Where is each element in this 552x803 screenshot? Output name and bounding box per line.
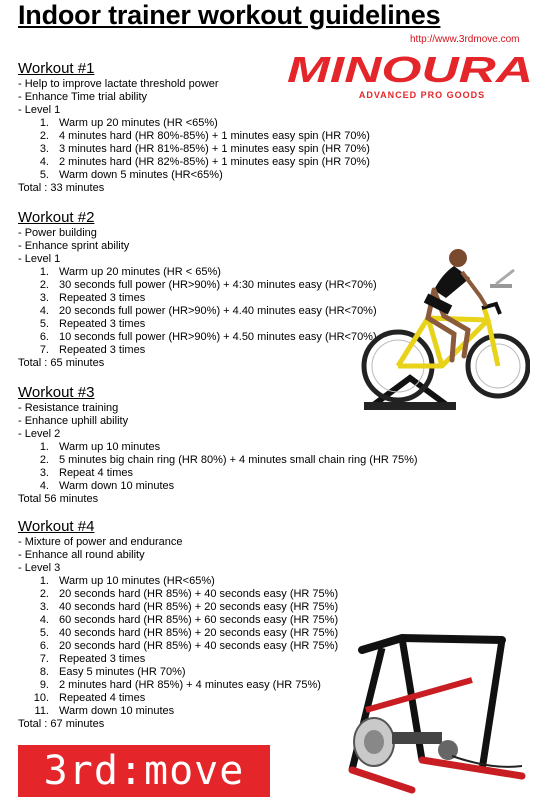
step-text: 40 seconds hard (HR 85%) + 20 seconds easy (HR 75%) bbox=[59, 601, 339, 613]
step-number: 1. bbox=[39, 117, 49, 129]
workout-level: - Level 2 bbox=[18, 428, 61, 440]
step-text: 10 seconds full power (HR>90%) + 4.50 minutes easy (HR<70%) bbox=[59, 331, 377, 343]
list-item bbox=[18, 156, 370, 169]
step-text: Repeated 3 times bbox=[59, 318, 146, 330]
workout-total: Total : 67 minutes bbox=[18, 718, 105, 730]
workout-4 bbox=[18, 518, 338, 731]
list-item bbox=[18, 627, 338, 640]
step-text: Warm up 20 minutes (HR < 65%) bbox=[59, 266, 221, 278]
step-number: 7. bbox=[39, 344, 49, 356]
step-number: 4. bbox=[39, 156, 49, 168]
step-number: 5. bbox=[39, 627, 49, 639]
list-item bbox=[18, 467, 418, 480]
step-text: 5 minutes big chain ring (HR 80%) + 4 minutes small chain ring (HR 75%) bbox=[59, 454, 418, 466]
step-text: Warm up 10 minutes bbox=[59, 441, 161, 453]
step-number: 7. bbox=[39, 653, 49, 665]
step-text: 2 minutes hard (HR 85%) + 4 minutes easy (HR 75%) bbox=[59, 679, 321, 691]
workout-goal: - Enhance all round ability bbox=[18, 549, 145, 561]
step-text: 4 minutes hard (HR 80%-85%) + 1 minutes easy spin (HR 70%) bbox=[59, 130, 370, 142]
step-text: Repeated 3 times bbox=[59, 292, 146, 304]
step-number: 11. bbox=[34, 705, 49, 717]
list-item bbox=[18, 653, 338, 666]
step-number: 2. bbox=[39, 279, 49, 291]
workout-1 bbox=[18, 60, 370, 195]
workout-heading: Workout #2 bbox=[18, 209, 95, 226]
step-number: 2. bbox=[39, 454, 49, 466]
step-text: 2 minutes hard (HR 82%-85%) + 1 minutes easy spin (HR 70%) bbox=[59, 156, 370, 168]
step-number: 10. bbox=[33, 692, 49, 704]
svg-text:MINOURA: MINOURA bbox=[287, 50, 533, 90]
step-number: 3. bbox=[39, 467, 49, 479]
workout-steps bbox=[18, 575, 338, 718]
workout-heading: Workout #4 bbox=[18, 518, 95, 535]
workout-level: - Level 1 bbox=[18, 253, 61, 265]
cyclist-on-trainer-image bbox=[350, 238, 530, 428]
workout-goal: - Help to improve lactate threshold power bbox=[18, 78, 219, 90]
step-text: Warm up 20 minutes (HR <65%) bbox=[59, 117, 218, 129]
step-text: 40 seconds hard (HR 85%) + 20 seconds easy (HR 75%) bbox=[59, 627, 339, 639]
step-number: 3. bbox=[39, 143, 49, 155]
list-item bbox=[18, 692, 338, 705]
list-item bbox=[18, 588, 338, 601]
step-number: 8. bbox=[39, 666, 49, 678]
step-text: Repeated 4 times bbox=[59, 692, 146, 704]
workout-goal: - Enhance uphill ability bbox=[18, 415, 129, 427]
list-item bbox=[18, 318, 377, 331]
website-url[interactable]: http://www.3rdmove.com bbox=[410, 34, 520, 45]
bike-trainer-image bbox=[322, 620, 536, 796]
step-text: 20 seconds hard (HR 85%) + 40 seconds easy (HR 75%) bbox=[59, 588, 339, 600]
workout-total: Total 56 minutes bbox=[18, 493, 99, 505]
list-item bbox=[18, 305, 377, 318]
step-text: Warm down 5 minutes (HR<65%) bbox=[59, 169, 223, 181]
step-text: Warm down 10 minutes bbox=[59, 705, 175, 717]
list-item bbox=[18, 143, 370, 156]
workout-goal: - Enhance sprint ability bbox=[18, 240, 130, 252]
workout-goal: - Power building bbox=[18, 227, 97, 239]
workout-heading: Workout #3 bbox=[18, 384, 95, 401]
workout-level: - Level 3 bbox=[18, 562, 61, 574]
brand-logo: 3rd:move bbox=[18, 745, 270, 797]
list-item bbox=[18, 266, 377, 279]
step-text: 60 seconds hard (HR 85%) + 60 seconds easy (HR 75%) bbox=[59, 614, 339, 626]
step-number: 2. bbox=[39, 588, 49, 600]
list-item bbox=[18, 331, 377, 344]
step-number: 4. bbox=[39, 305, 49, 317]
step-text: Repeated 3 times bbox=[59, 653, 146, 665]
workout-steps bbox=[18, 266, 377, 357]
list-item bbox=[18, 292, 377, 305]
list-item bbox=[18, 705, 338, 718]
step-number: 9. bbox=[39, 679, 49, 691]
list-item bbox=[18, 666, 338, 679]
step-number: 2. bbox=[39, 130, 49, 142]
step-number: 3. bbox=[39, 292, 49, 304]
list-item bbox=[18, 344, 377, 357]
workout-2 bbox=[18, 209, 377, 370]
list-item bbox=[18, 679, 338, 692]
workout-goal: - Resistance training bbox=[18, 402, 119, 414]
step-number: 1. bbox=[39, 575, 49, 587]
step-number: 5. bbox=[39, 318, 49, 330]
list-item bbox=[18, 169, 370, 182]
list-item bbox=[18, 441, 418, 454]
step-text: Repeated 3 times bbox=[59, 344, 146, 356]
step-number: 4. bbox=[39, 614, 49, 626]
step-number: 3. bbox=[39, 601, 49, 613]
step-number: 6. bbox=[39, 331, 49, 343]
workout-steps bbox=[18, 441, 418, 493]
list-item bbox=[18, 454, 418, 467]
list-item bbox=[18, 640, 338, 653]
list-item bbox=[18, 480, 418, 493]
list-item bbox=[18, 130, 370, 143]
list-item bbox=[18, 614, 338, 627]
workout-goal: - Enhance Time trial ability bbox=[18, 91, 147, 103]
workout-level: - Level 1 bbox=[18, 104, 61, 116]
workout-heading: Workout #1 bbox=[18, 60, 95, 77]
step-text: 3 minutes hard (HR 81%-85%) + 1 minutes easy spin (HR 70%) bbox=[59, 143, 370, 155]
svg-text:ADVANCED PRO GOODS: ADVANCED PRO GOODS bbox=[358, 90, 486, 100]
step-text: Repeat 4 times bbox=[59, 467, 133, 479]
list-item bbox=[18, 117, 370, 130]
workout-steps bbox=[18, 117, 370, 182]
step-text: 30 seconds full power (HR>90%) + 4:30 minutes easy (HR<70%) bbox=[59, 279, 377, 291]
workout-total: Total : 65 minutes bbox=[18, 357, 105, 369]
step-text: 20 seconds hard (HR 85%) + 40 seconds easy (HR 75%) bbox=[59, 640, 339, 652]
list-item bbox=[18, 279, 377, 292]
step-number: 1. bbox=[39, 266, 49, 278]
step-number: 6. bbox=[39, 640, 49, 652]
list-item bbox=[18, 575, 338, 588]
list-item bbox=[18, 601, 338, 614]
step-number: 4. bbox=[39, 480, 49, 492]
step-text: Warm up 10 minutes (HR<65%) bbox=[59, 575, 215, 587]
step-text: 20 seconds full power (HR>90%) + 4.40 minutes easy (HR<70%) bbox=[59, 305, 377, 317]
step-number: 1. bbox=[39, 441, 49, 453]
page-title: Indoor trainer workout guidelines bbox=[18, 0, 441, 30]
workout-goal: - Mixture of power and endurance bbox=[18, 536, 183, 548]
workout-total: Total : 33 minutes bbox=[18, 182, 105, 194]
step-text: Warm down 10 minutes bbox=[59, 480, 175, 492]
step-number: 5. bbox=[39, 169, 49, 181]
step-text: Easy 5 minutes (HR 70%) bbox=[59, 666, 186, 678]
